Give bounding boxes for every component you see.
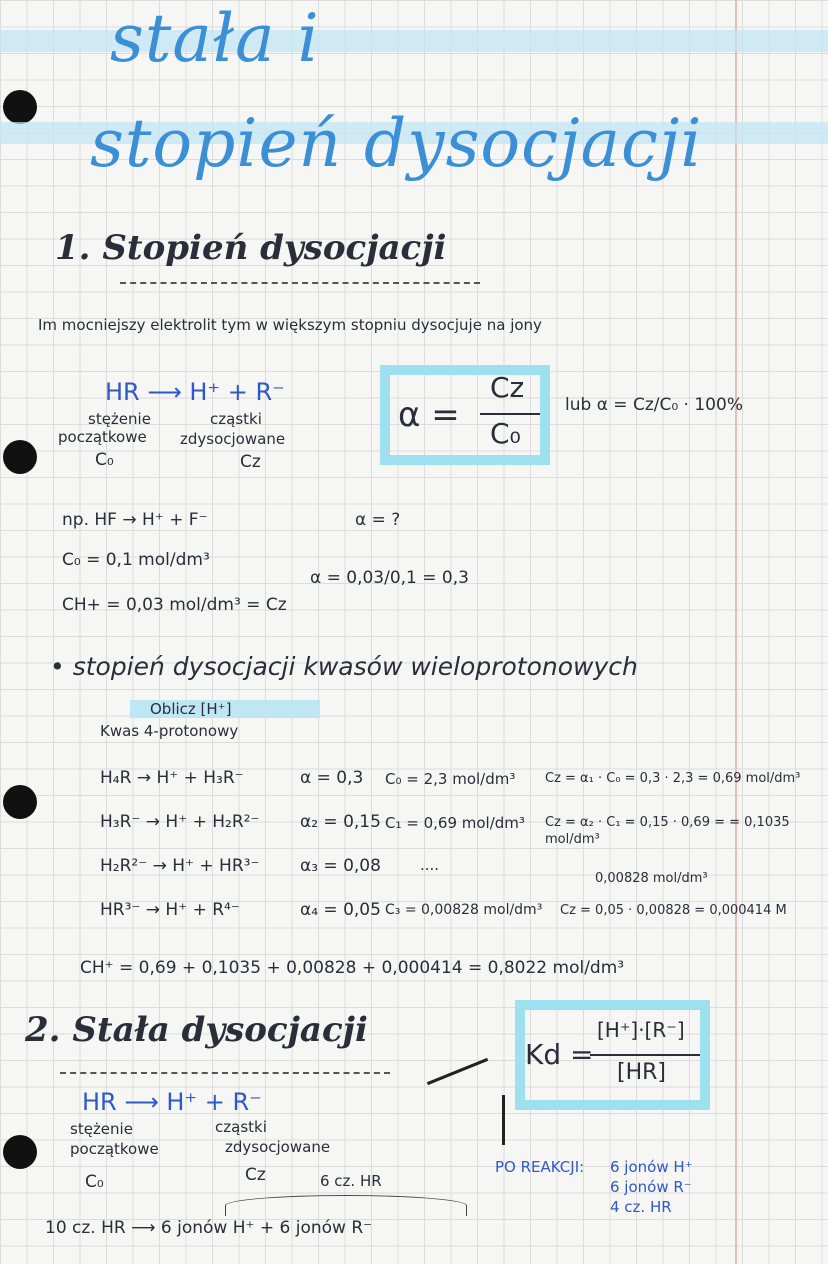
example: np. HF → H⁺ + F⁻ <box>62 510 208 530</box>
punch-hole <box>3 90 37 124</box>
label: stężenie <box>88 410 151 428</box>
after-label: PO REAKCJI: <box>495 1158 585 1176</box>
brace-label: 6 cz. HR <box>320 1172 382 1190</box>
note: Im mocniejszy elektrolit tym w większym stopniu dysocjuje na jony <box>38 316 542 334</box>
underline <box>120 272 480 284</box>
kd-denominator: [HR] <box>617 1060 666 1085</box>
arrow-icon <box>502 1095 505 1145</box>
brace <box>225 1195 467 1216</box>
label: Cz <box>245 1165 266 1185</box>
row-calc: Cz = α₁ · C₀ = 0,3 · 2,3 = 0,69 mol/dm³ <box>545 771 801 786</box>
example: CH+ = 0,03 mol/dm³ = Cz <box>62 595 287 615</box>
row-eq: HR³⁻ → H⁺ + R⁴⁻ <box>100 900 240 920</box>
formula-numerator: Cz <box>490 371 525 404</box>
formula-alt: lub α = Cz/C₀ · 100% <box>565 395 743 415</box>
row-alpha: α₃ = 0,08 <box>300 856 381 876</box>
formula-box <box>380 365 550 465</box>
example: α = ? <box>355 510 401 530</box>
example: α = 0,03/0,1 = 0,3 <box>310 568 469 588</box>
label: cząstki <box>215 1118 267 1136</box>
label: zdysocjowane <box>180 430 286 448</box>
row-calc: Cz = 0,05 · 0,00828 = 0,000414 M <box>560 903 787 918</box>
punch-hole <box>3 1135 37 1169</box>
row-alpha: α₄ = 0,05 <box>300 900 381 920</box>
subheading: Oblicz [H⁺] <box>150 700 232 718</box>
after-item: 4 cz. HR <box>610 1198 672 1216</box>
example: C₀ = 0,1 mol/dm³ <box>62 550 210 570</box>
label: Cz <box>240 452 261 472</box>
after-item: 6 jonów R⁻ <box>610 1178 692 1196</box>
margin-line <box>735 0 737 1264</box>
section-2-heading: 2. Stała dysocjacji <box>25 1010 368 1050</box>
kd-box <box>515 1000 710 1110</box>
punch-hole <box>3 785 37 819</box>
section-1-heading: 1. Stopień dysocjacji <box>55 228 447 268</box>
row-eq: H₂R²⁻ → H⁺ + HR³⁻ <box>100 856 260 876</box>
underline <box>60 1062 390 1074</box>
after-item: 6 jonów H⁺ <box>610 1158 693 1176</box>
row-eq: H₃R⁻ → H⁺ + H₂R²⁻ <box>100 812 260 832</box>
row-calc: 0,00828 mol/dm³ <box>595 871 708 886</box>
formula-lhs: α = <box>398 395 460 435</box>
row-c: C₁ = 0,69 mol/dm³ <box>385 814 525 832</box>
title-line-1: stała i <box>110 0 320 77</box>
fraction-bar <box>590 1054 700 1056</box>
label: C₀ <box>95 450 114 470</box>
kd-numerator: [H⁺]·[R⁻] <box>597 1018 685 1042</box>
row-c: C₀ = 2,3 mol/dm³ <box>385 770 516 788</box>
fraction-bar <box>480 413 540 415</box>
title-line-2: stopień dysocjacji <box>90 105 703 182</box>
formula-denominator: C₀ <box>490 417 521 450</box>
label: początkowe <box>58 428 147 446</box>
row-alpha: α = 0,3 <box>300 768 364 788</box>
acid-label: Kwas 4-protonowy <box>100 722 239 740</box>
example: 10 cz. HR ⟶ 6 jonów H⁺ + 6 jonów R⁻ <box>45 1218 373 1238</box>
row-c: C₃ = 0,00828 mol/dm³ <box>385 902 543 918</box>
reaction: HR ⟶ H⁺ + R⁻ <box>82 1088 262 1116</box>
label: C₀ <box>85 1172 104 1192</box>
row-calc: Cz = α₂ · C₁ = 0,15 · 0,69 = = 0,1035 mol/dm³ <box>545 815 790 847</box>
row-alpha: α₂ = 0,15 <box>300 812 381 832</box>
row-eq: H₄R → H⁺ + H₃R⁻ <box>100 768 244 788</box>
arrow-icon <box>427 1058 488 1085</box>
row-c: .... <box>420 856 440 874</box>
label: zdysocjowane <box>225 1138 331 1156</box>
label: stężenie <box>70 1120 133 1138</box>
punch-hole <box>3 440 37 474</box>
polyprotic-heading: • stopień dysocjacji kwasów wieloprotonowych <box>50 652 638 681</box>
kd-lhs: Kd = <box>525 1038 594 1071</box>
label: początkowe <box>70 1140 159 1158</box>
reaction: HR ⟶ H⁺ + R⁻ <box>105 378 285 406</box>
sum: CH⁺ = 0,69 + 0,1035 + 0,00828 + 0,000414 = 0,8022 mol/dm³ <box>80 958 625 978</box>
label: cząstki <box>210 410 262 428</box>
